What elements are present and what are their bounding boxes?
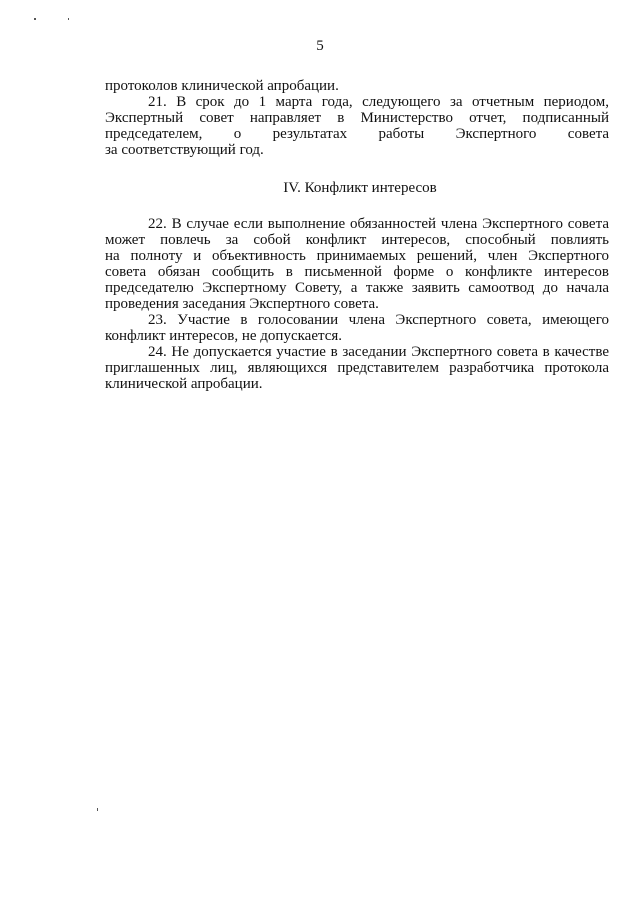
text-line: совета обязан сообщить в письменной форме о конфликте интересов (105, 264, 609, 280)
text-line: клинической апробации. (105, 376, 263, 392)
scan-speck (34, 18, 36, 20)
text-line: 24. Не допускается участие в заседании Экспертного совета в качестве (148, 344, 609, 360)
text-line: председателем, о результатах работы Экспертного совета (105, 126, 609, 142)
text-line: конфликт интересов, не допускается. (105, 328, 343, 344)
text-line: за соответствующий год. (105, 142, 264, 158)
text-line: председателю Экспертному Совету, а также заявить самоотвод до начала (105, 280, 609, 296)
paragraph-block-2 (105, 216, 609, 392)
text-line: проведения заседания Экспертного совета. (105, 296, 379, 312)
text-line: может повлечь за собой конфликт интересов, способный повлиять (105, 232, 609, 248)
section-heading: IV. Конфликт интересов (283, 180, 437, 196)
scan-speck (97, 808, 98, 811)
text-line: Экспертный совет направляет в Министерство отчет, подписанный (105, 110, 609, 126)
text-line: 21. В срок до 1 марта года, следующего за отчетным периодом, (148, 94, 609, 110)
scan-speck (68, 18, 69, 20)
text-line: протоколов клинической апробации. (105, 78, 339, 94)
text-line: на полноту и объективность принимаемых решений, член Экспертного (105, 248, 609, 264)
text-line: 22. В случае если выполнение обязанностей члена Экспертного совета (148, 216, 609, 232)
paragraph-block-1 (105, 78, 609, 158)
page-number: 5 (316, 38, 324, 54)
text-line: приглашенных лиц, являющихся представителем разработчика протокола (105, 360, 609, 376)
text-line: 23. Участие в голосовании члена Экспертного совета, имеющего (148, 312, 609, 328)
